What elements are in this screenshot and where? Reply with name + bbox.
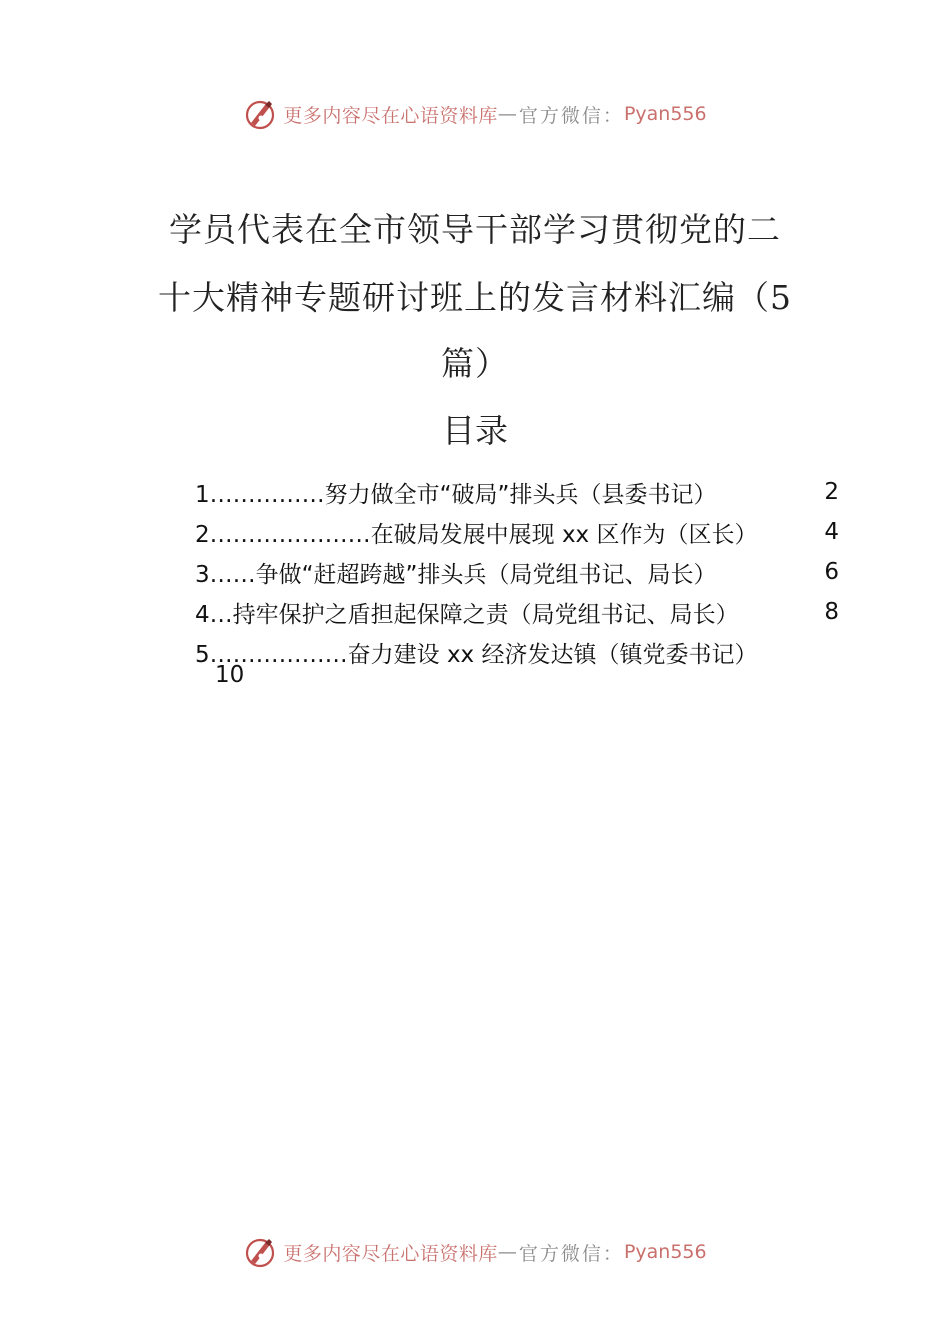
toc-item-page: 8 bbox=[824, 599, 839, 625]
toc-item-text: 3……争做“赶超跨越”排头兵（局党组书记、局长） bbox=[195, 561, 717, 588]
toc-item-text: 1……………努力做全市“破局”排头兵（县委书记） bbox=[195, 481, 717, 508]
document-title-line-1: 学员代表在全市领导干部学习贯彻党的二 bbox=[169, 210, 781, 249]
watermark-text: 更多内容尽在心语资料库 bbox=[283, 104, 498, 127]
toc-item-page: 6 bbox=[824, 559, 839, 585]
watermark-id: Pyan556 bbox=[623, 103, 707, 125]
toc-item[interactable] bbox=[195, 632, 845, 672]
pen-logo-icon bbox=[243, 1235, 277, 1269]
document-title-line-3: 篇） bbox=[441, 344, 509, 383]
table-of-contents bbox=[195, 472, 845, 692]
watermark-text: 更多内容尽在心语资料库 bbox=[283, 1242, 498, 1265]
toc-item-page: 2 bbox=[824, 479, 839, 505]
header-watermark bbox=[0, 94, 950, 134]
toc-item-text: 5………………奋力建设 xx 经济发达镇（镇党委书记） bbox=[195, 641, 758, 668]
toc-item[interactable] bbox=[195, 512, 845, 552]
toc-item-page-overflow: 10 bbox=[215, 662, 245, 688]
toc-item-text: 4…持牢保护之盾担起保障之责（局党组书记、局长） bbox=[195, 601, 739, 628]
toc-item-text: 2…………………在破局发展中展现 xx 区作为（区长） bbox=[195, 521, 758, 548]
watermark-label: 官方微信： bbox=[518, 1242, 624, 1265]
toc-item[interactable] bbox=[195, 472, 845, 512]
watermark-dash: — bbox=[497, 103, 519, 125]
pen-logo-icon bbox=[243, 97, 277, 131]
watermark-dash: — bbox=[497, 1241, 519, 1263]
toc-item[interactable] bbox=[195, 552, 845, 592]
watermark-id: Pyan556 bbox=[623, 1241, 707, 1263]
footer-watermark bbox=[0, 1232, 950, 1272]
toc-item[interactable] bbox=[195, 592, 845, 632]
watermark-label: 官方微信： bbox=[518, 104, 624, 127]
toc-item-page: 4 bbox=[824, 519, 839, 545]
toc-heading: 目录 bbox=[442, 411, 508, 450]
document-title-line-2: 十大精神专题研讨班上的发言材料汇编（5 bbox=[158, 278, 792, 317]
